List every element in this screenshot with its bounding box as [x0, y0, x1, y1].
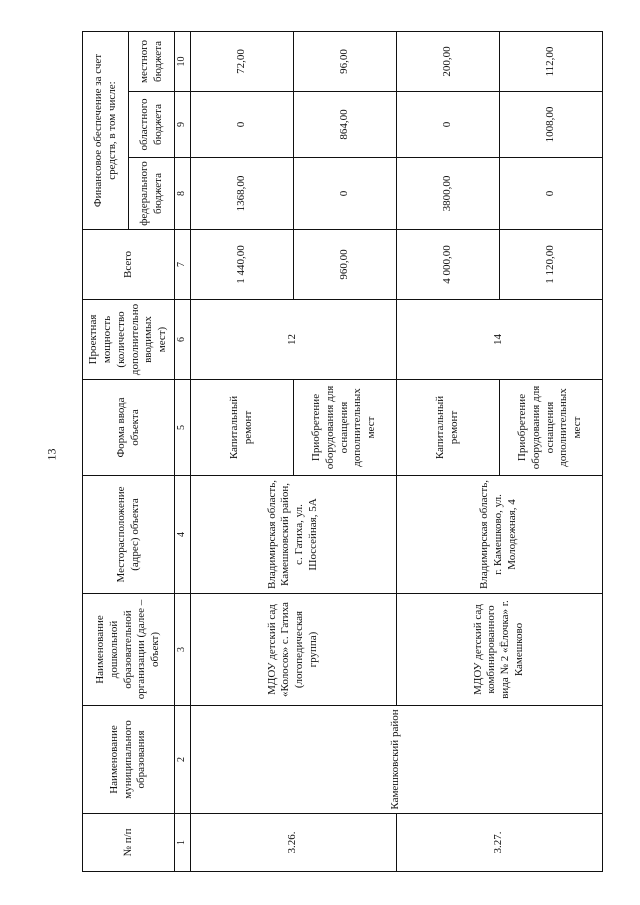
rotated-table-container	[82, 32, 602, 872]
header-address: Месторасположение (адрес) объекта	[83, 476, 175, 594]
header-funding: Финансовое обеспечение за счет средств, в том числе:	[83, 31, 129, 229]
row-number: 3.27.	[396, 814, 602, 872]
total-value: 4 000,00	[396, 230, 499, 300]
page-number: 13	[44, 448, 59, 461]
federal-value: 1368,00	[190, 158, 293, 230]
total-value: 960,00	[293, 230, 396, 300]
organization-name: МДОУ детский сад «Колосок» с. Гатиха (логопедическая группа)	[190, 594, 396, 706]
header-municipality: Наименование муниципального образования	[83, 706, 175, 814]
funding-table	[82, 31, 603, 872]
header-regional: областного бюджета	[129, 92, 175, 158]
col-number: 4	[175, 476, 191, 594]
capacity-value: 12	[190, 300, 396, 380]
capacity-value: 14	[396, 300, 602, 380]
header-local: местного бюджета	[129, 31, 175, 91]
header-organization: Наименование дошкольной образовательной организации (далее – объект)	[83, 594, 175, 706]
local-value: 96,00	[293, 31, 396, 91]
header-total: Всего	[83, 230, 175, 300]
entry-form: Капитальный ремонт	[396, 380, 499, 476]
col-number: 1	[175, 814, 191, 872]
regional-value: 1008,00	[499, 92, 602, 158]
regional-value: 0	[396, 92, 499, 158]
local-value: 200,00	[396, 31, 499, 91]
district-name: Камешковский район	[190, 706, 602, 814]
organization-name: МДОУ детский сад комбинированного вида № 2 «Ёлочка» г. Камешково	[396, 594, 602, 706]
regional-value: 864,00	[293, 92, 396, 158]
header-num: № п/п	[83, 814, 175, 872]
col-number: 6	[175, 300, 191, 380]
total-value: 1 440,00	[190, 230, 293, 300]
row-number: 3.26.	[190, 814, 396, 872]
header-federal: федерального бюджета	[129, 158, 175, 230]
col-number: 7	[175, 230, 191, 300]
organization-address: Владимирская область, Камешковский район, с. Гатиха, ул. Шоссейная, 5А	[190, 476, 396, 594]
federal-value: 0	[499, 158, 602, 230]
local-value: 112,00	[499, 31, 602, 91]
entry-form: Капитальный ремонт	[190, 380, 293, 476]
local-value: 72,00	[190, 31, 293, 91]
entry-form: Приобретение оборудования для оснащения дополнительных мест	[293, 380, 396, 476]
header-form: Форма ввода объекта	[83, 380, 175, 476]
federal-value: 3800,00	[396, 158, 499, 230]
regional-value: 0	[190, 92, 293, 158]
header-capacity: Проектная мощность (количество дополнительно вводимых мест)	[83, 300, 175, 380]
federal-value: 0	[293, 158, 396, 230]
col-number: 5	[175, 380, 191, 476]
organization-address: Владимирская область, г. Камешково, ул. Молодежная, 4	[396, 476, 602, 594]
col-number: 9	[175, 92, 191, 158]
col-number: 10	[175, 31, 191, 91]
entry-form: Приобретение оборудования для оснащения дополнительных мест	[499, 380, 602, 476]
col-number: 8	[175, 158, 191, 230]
col-number: 3	[175, 594, 191, 706]
total-value: 1 120,00	[499, 230, 602, 300]
col-number: 2	[175, 706, 191, 814]
